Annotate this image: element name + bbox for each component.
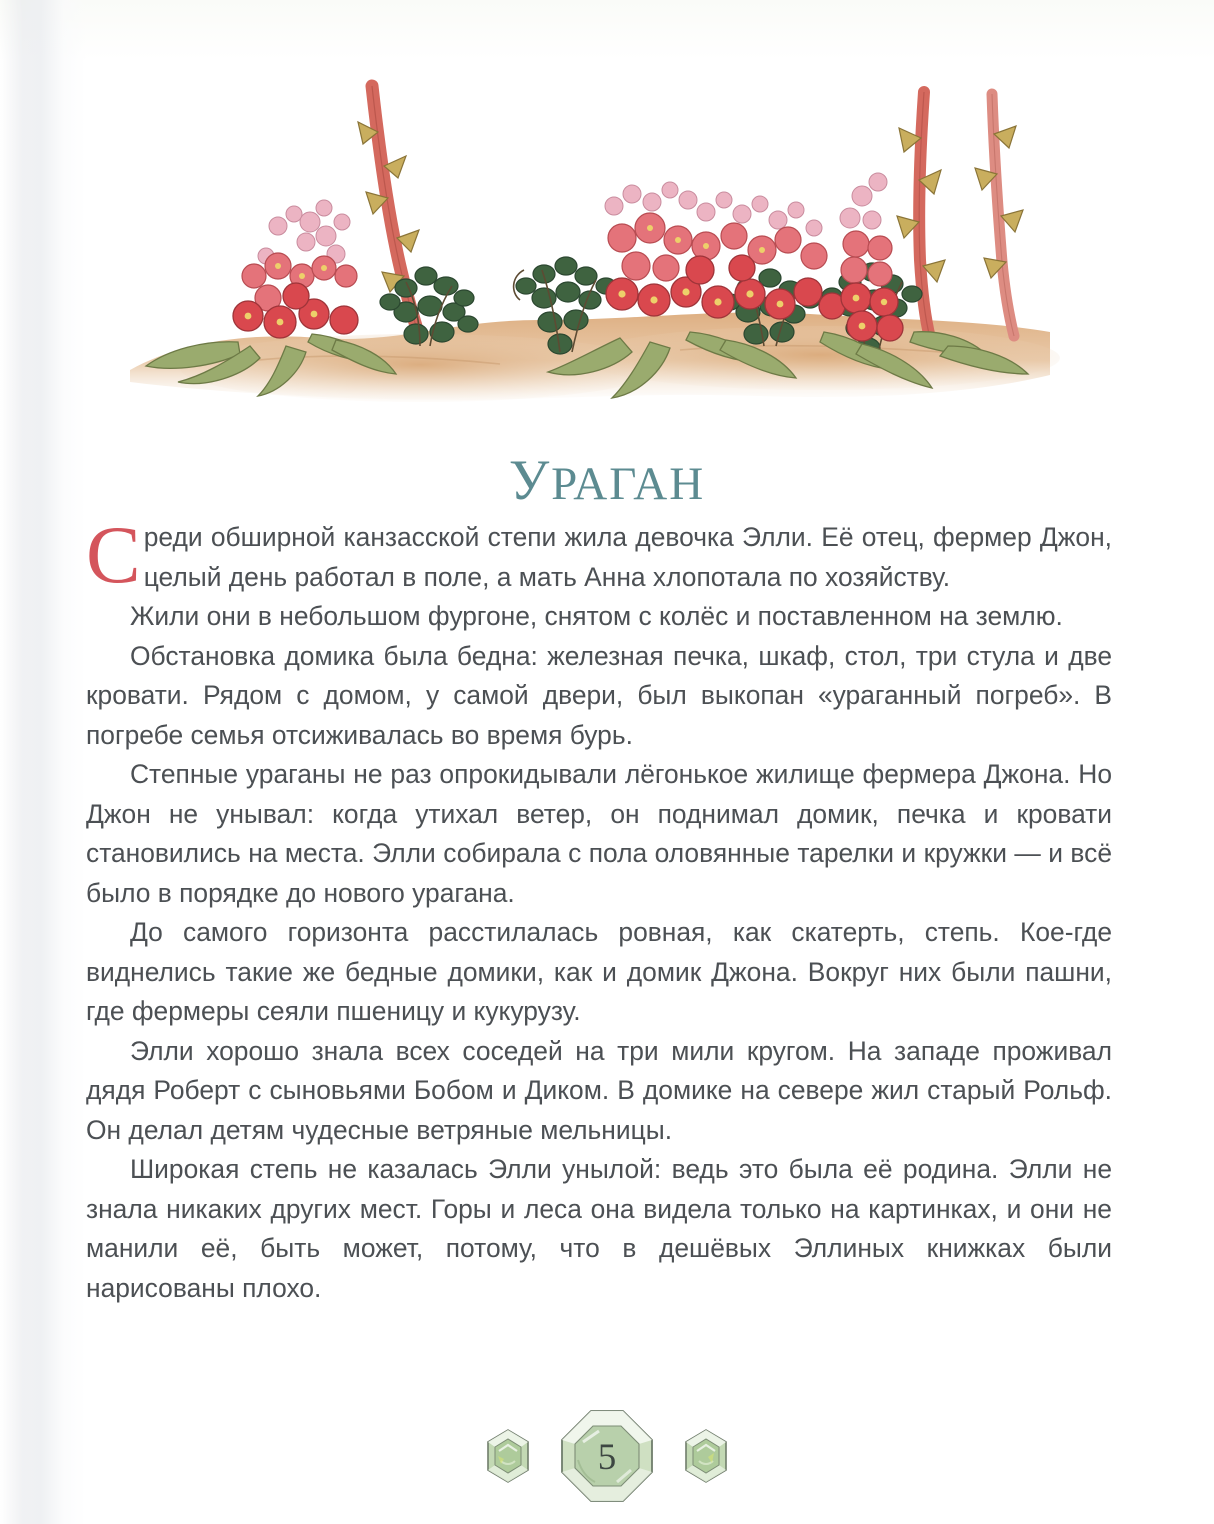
chapter-title-rest: РАГАН [551, 458, 706, 510]
paragraph-3: Обстановка домика была бедна: железная печка, шкаф, стол, три стула и две кровати. Рядом с домом, у самой двери, был выкопан «ураганный погреб». В погребе семья отсиживалась во время бурь. [86, 640, 1112, 750]
body-text [86, 509, 1112, 1308]
page-number-text: 5 [597, 1437, 617, 1478]
flower-cluster-left [233, 200, 358, 338]
paragraph-1-text: реди обширной канзасской степи жила девочка Элли. Её отец, фермер Джон, целый день работал в поле, а мать Анна хлопотала по хозяйству. [143, 522, 1112, 592]
header-illustration [120, 70, 1060, 420]
page-top-veil [0, 0, 1214, 60]
gem-small-left [477, 1425, 539, 1487]
gem-small-right [675, 1425, 737, 1487]
paragraph-2: Жили они в небольшом фургоне, снятом с колёс и поставленном на землю. [130, 601, 1063, 631]
chapter-title [0, 449, 1214, 512]
dropcap: С [86, 509, 141, 600]
paragraph-4: Степные ураганы не раз опрокидывали лёгонькое жилище фермера Джона. Но Джон не унывал: когда утихал ветер, он поднимал домик, печка и кровати становились на места. Элли собирала с пола оловянные тарелки и кружки — и всё было в порядке до нового урагана. [86, 759, 1112, 908]
flower-cluster-center [605, 182, 845, 319]
book-gutter-shadow [0, 0, 86, 1524]
gem-page-number [555, 1404, 659, 1508]
thorny-stem-center [897, 92, 945, 338]
paragraph-7: Широкая степь не казалась Элли унылой: ведь это была её родина. Элли не знала никаких других мест. Горы и леса она видела только на картинках, и они не манили её, быть может, потому, что в дешёвых Эллиных книжках были нарисованы плохо. [86, 1154, 1112, 1303]
paragraph-1 [86, 509, 1112, 600]
paragraph-6: Элли хорошо знала всех соседей на три мили кругом. На западе проживал дядя Роберт с сыновьями Бобом и Диком. В домике на севере жил старый Рольф. Он делал детям чудесные ветряные мельницы. [86, 1035, 1112, 1145]
thorny-stem-right [975, 94, 1023, 336]
chapter-title-initial: У [508, 449, 552, 512]
page-number-decoration [0, 1396, 1214, 1516]
paragraph-5: До самого горизонта расстилалась ровная, как скатерть, степь. Кое-где виднелись такие же бедные домики, как и домик Джона. Вокруг них были пашни, где фермеры сеяли пшеницу и кукурузу. [86, 917, 1112, 1026]
